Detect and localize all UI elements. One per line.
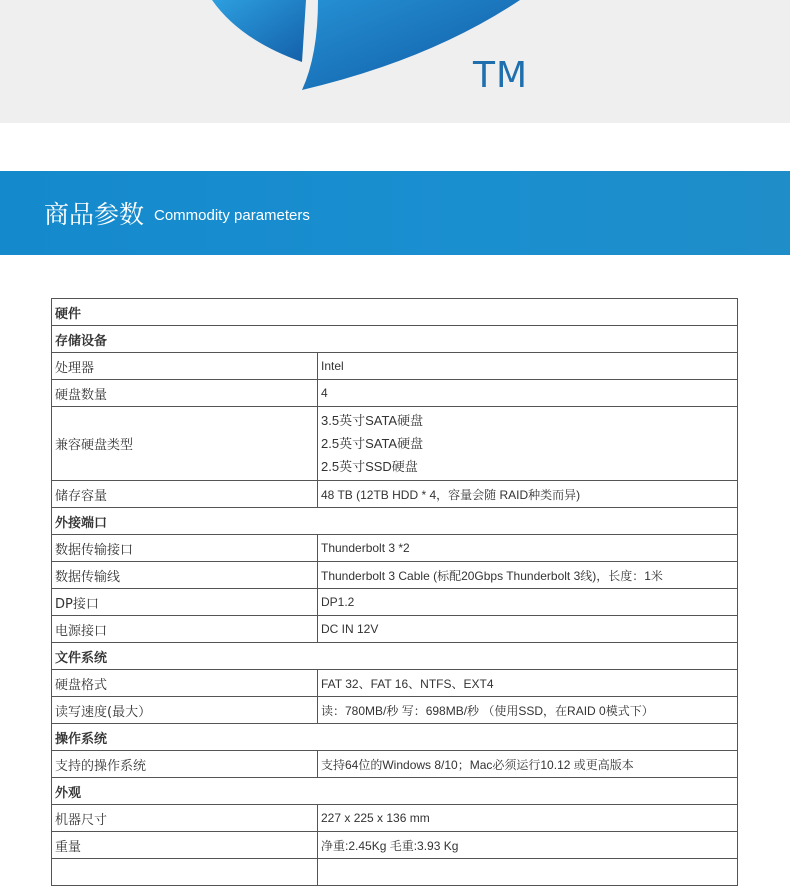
spec-value: 48 TB (12TB HDD * 4，容量会随 RAID种类而异): [318, 481, 738, 508]
group-label: 文件系统: [52, 643, 738, 670]
group-row: [52, 778, 738, 805]
spec-key: 硬盘数量: [52, 380, 318, 407]
spec-key: 处理器: [52, 353, 318, 380]
spec-value: 支持64位的Windows 8/10；Mac必须运行10.12 或更高版本: [318, 751, 738, 778]
spec-key: 重量: [52, 832, 318, 859]
logo-banner: [0, 0, 790, 123]
spec-key: 机器尺寸: [52, 805, 318, 832]
group-row: [52, 724, 738, 751]
spec-value: DC IN 12V: [318, 616, 738, 643]
group-label: 外接端口: [52, 508, 738, 535]
spec-row: [52, 805, 738, 832]
spec-row: [52, 616, 738, 643]
spec-key: 储存容量: [52, 481, 318, 508]
spec-table: [51, 298, 738, 886]
spec-row: [52, 481, 738, 508]
spec-value-line: 3.5英寸SATA硬盘: [321, 413, 424, 428]
spec-row: [52, 535, 738, 562]
spec-value: [318, 407, 738, 481]
spec-value-line: 2.5英寸SSD硬盘: [321, 459, 418, 474]
spec-value: DP1.2: [318, 589, 738, 616]
spec-value: Thunderbolt 3 *2: [318, 535, 738, 562]
group-label: 硬件: [52, 299, 738, 326]
trademark-symbol: TM: [473, 55, 529, 96]
spec-key: 兼容硬盘类型: [52, 407, 318, 481]
group-row: [52, 508, 738, 535]
spec-key: [52, 859, 318, 886]
spec-row: [52, 751, 738, 778]
spec-value: 227 x 225 x 136 mm: [318, 805, 738, 832]
spec-row: [52, 380, 738, 407]
spec-key: 数据传输接口: [52, 535, 318, 562]
spec-key: 支持的操作系统: [52, 751, 318, 778]
section-title-cn: 商品参数: [44, 200, 145, 229]
group-label: 操作系统: [52, 724, 738, 751]
logo-graphic: [0, 0, 790, 123]
spec-key: 硬盘格式: [52, 670, 318, 697]
spec-row: [52, 562, 738, 589]
group-row: [52, 326, 738, 353]
spec-row: [52, 670, 738, 697]
spec-value: 读：780MB/秒 写：698MB/秒 （使用SSD，在RAID 0模式下）: [318, 697, 738, 724]
spec-value: [318, 859, 738, 886]
spec-key: 数据传输线: [52, 562, 318, 589]
group-row: [52, 299, 738, 326]
spec-row: [52, 697, 738, 724]
section-title-en: Commodity parameters: [154, 207, 310, 224]
spec-value: 净重:2.45Kg 毛重:3.93 Kg: [318, 832, 738, 859]
spec-row: [52, 859, 738, 886]
spec-value: FAT 32、FAT 16、NTFS、EXT4: [318, 670, 738, 697]
spec-value: Thunderbolt 3 Cable (标配20Gbps Thunderbolt 3线)，长度：1米: [318, 562, 738, 589]
spec-row: [52, 832, 738, 859]
spec-row: [52, 589, 738, 616]
spec-row: [52, 407, 738, 481]
spec-value-line: 2.5英寸SATA硬盘: [321, 436, 424, 451]
spec-value: Intel: [318, 353, 738, 380]
spec-value: 4: [318, 380, 738, 407]
spec-key: DP接口: [52, 589, 318, 616]
group-row: [52, 643, 738, 670]
spec-row: [52, 353, 738, 380]
section-header: [0, 171, 790, 255]
group-label: 外观: [52, 778, 738, 805]
spec-key: 读写速度(最大）: [52, 697, 318, 724]
group-label: 存储设备: [52, 326, 738, 353]
spec-key: 电源接口: [52, 616, 318, 643]
